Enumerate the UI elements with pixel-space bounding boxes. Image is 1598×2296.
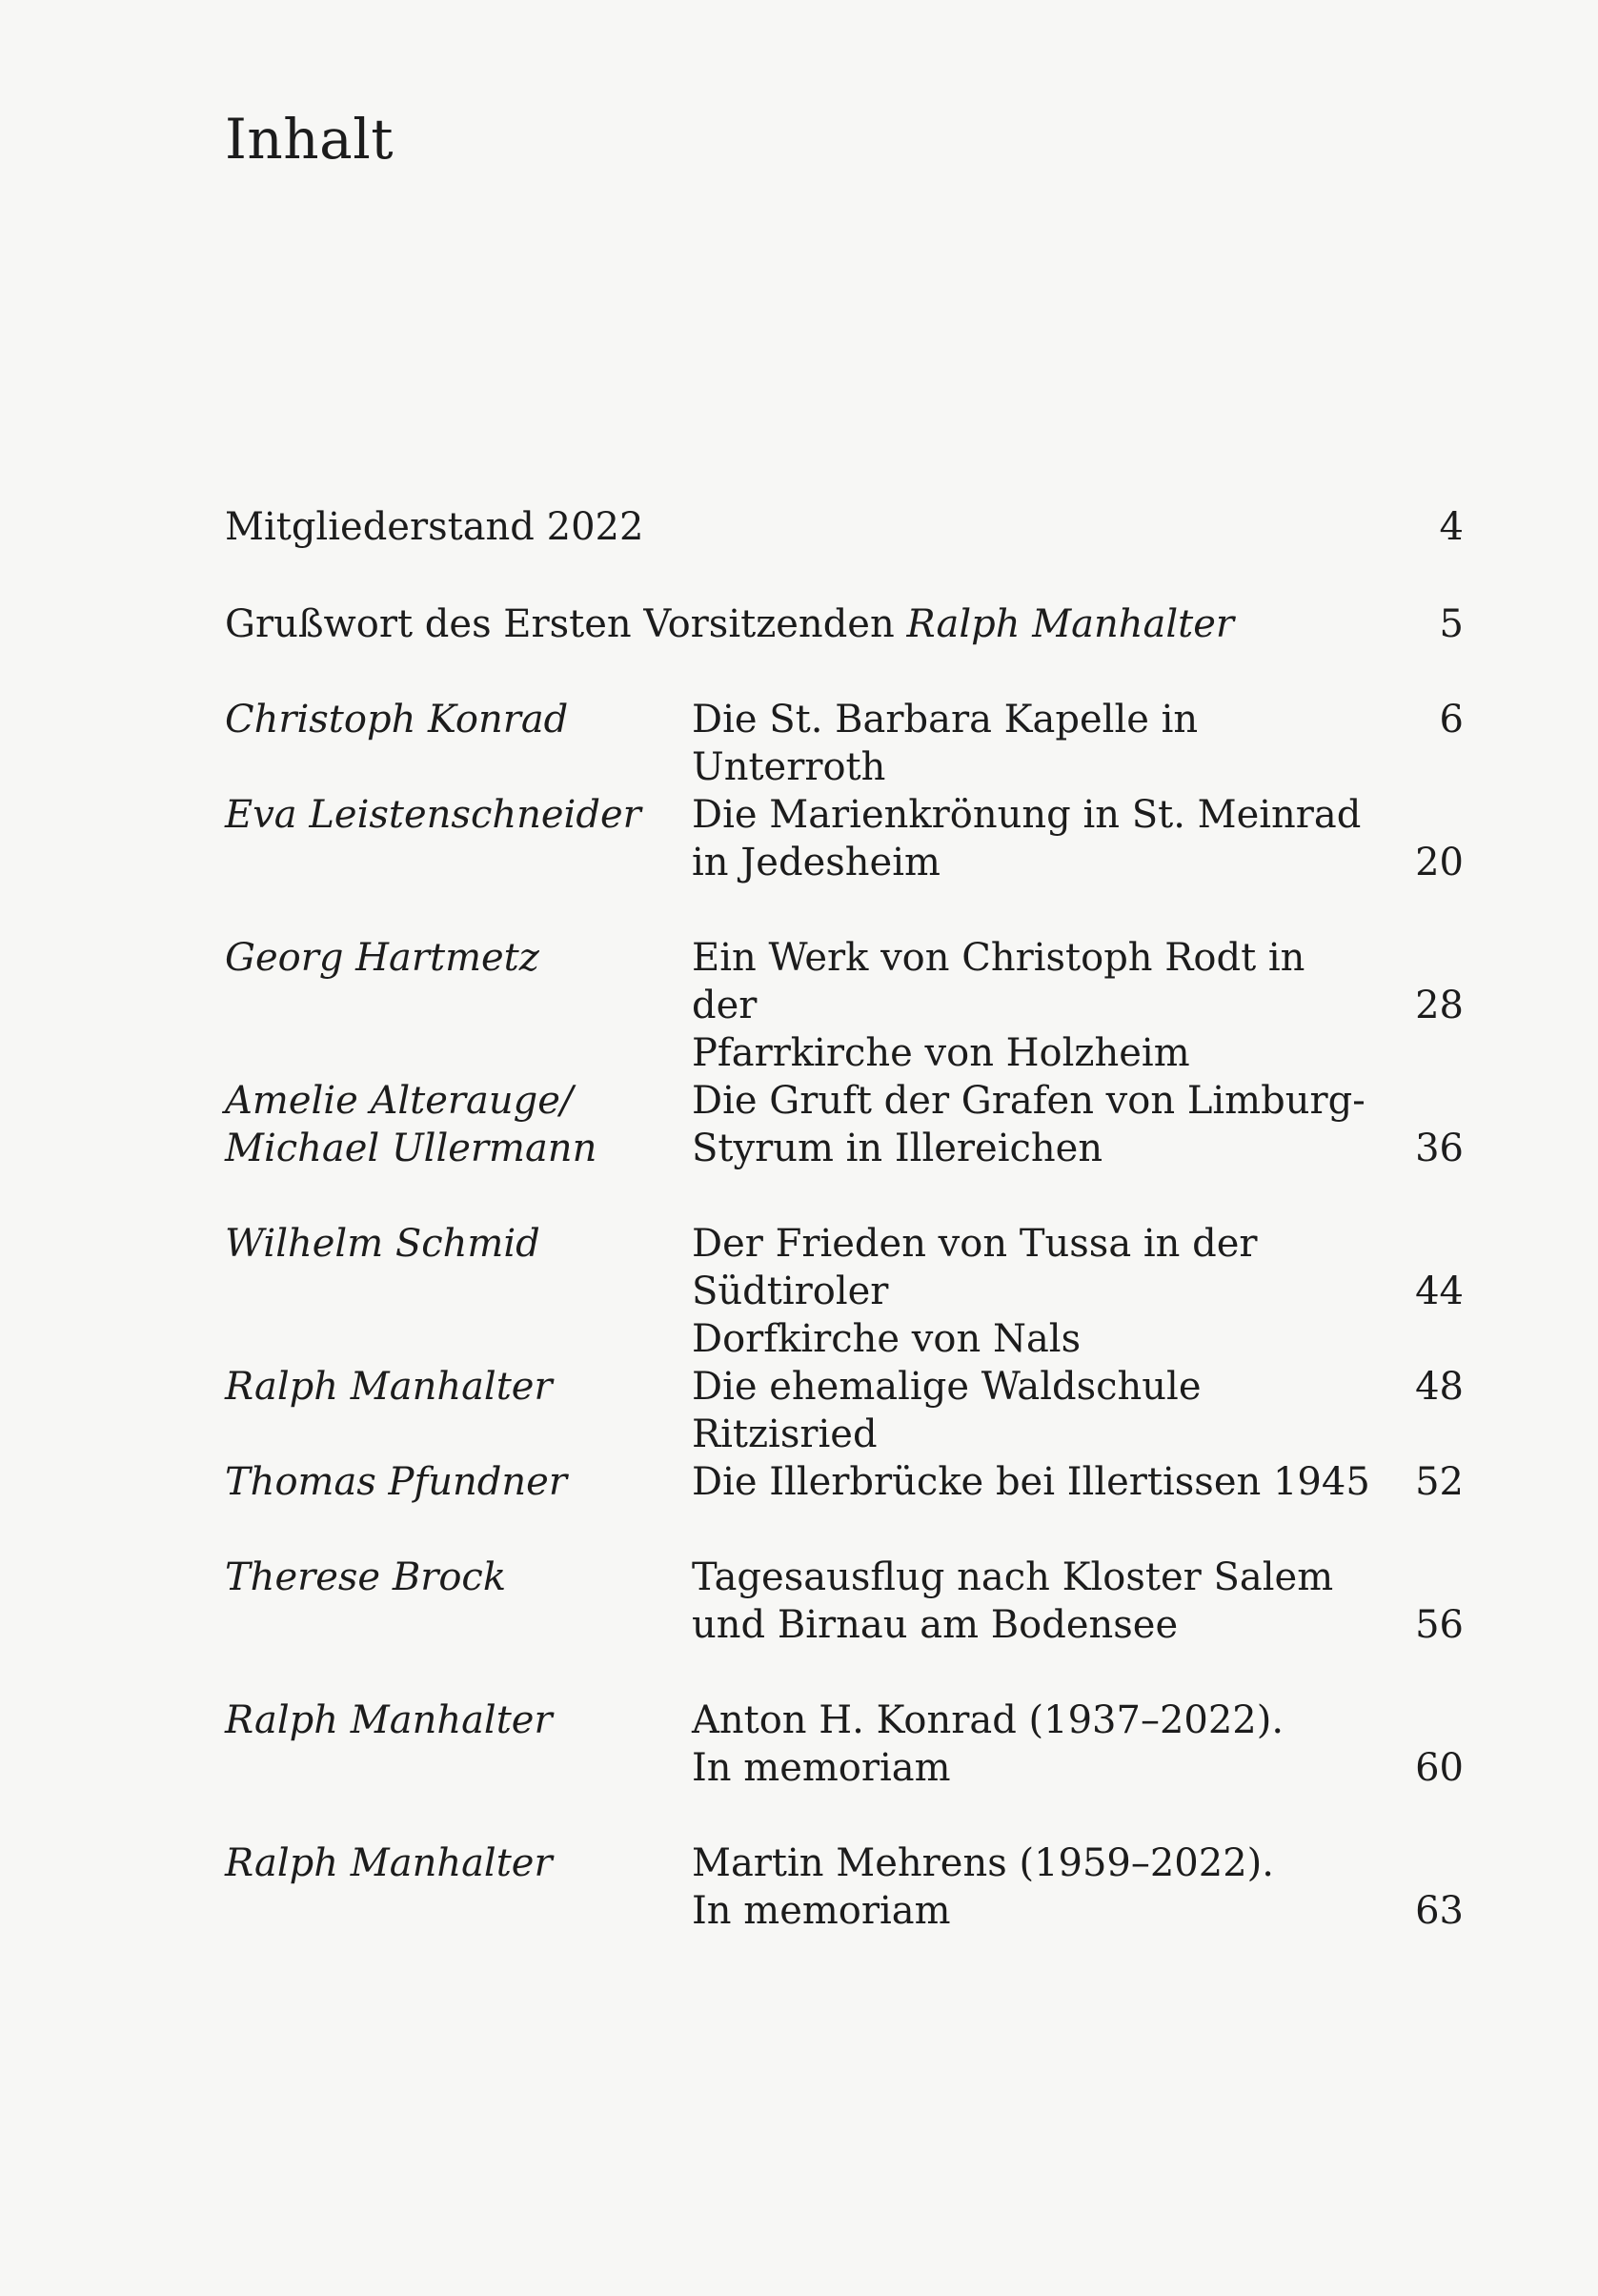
entry-title: Tagesausflug nach Kloster Salem und Birnau am Bodensee [692, 1555, 1334, 1647]
entry-page-number: 60 [1415, 1746, 1464, 1790]
entry-title: Ein Werk von Christoph Rodt in der Pfarrkirche von Holzheim [692, 936, 1305, 1075]
entry-author: Amelie Alterauge/ Michael Ullermann [225, 1079, 597, 1170]
entry-page-number: 20 [1415, 841, 1464, 884]
entry-title: Die ehemalige Waldschule Ritzisried [692, 1365, 1202, 1456]
entry-page-number: 6 [1439, 698, 1464, 742]
entry-author: Wilhelm Schmid [225, 1222, 540, 1266]
entry-title: Die St. Barbara Kapelle in Unterroth [692, 698, 1199, 789]
entry-author: Therese Brock [225, 1555, 507, 1599]
toc-entry [225, 1554, 1464, 1649]
entry-title: Die Gruft der Grafen von Limburg- Styrum in Illereichen [692, 1079, 1365, 1170]
entry-author: Ralph Manhalter [225, 1698, 553, 1742]
entry-page-number: 52 [1415, 1460, 1464, 1504]
toc-entry [225, 1220, 1464, 1361]
toc-entry [225, 1363, 1464, 1456]
entry-page-number: 5 [1439, 602, 1464, 646]
entry-author: Thomas Pfundner [225, 1460, 567, 1504]
entry-page-number: 63 [1415, 1889, 1464, 1933]
entry-title: Der Frieden von Tussa in der Südtiroler Dorfkirche von Nals [692, 1222, 1258, 1361]
entry-author: Ralph Manhalter [906, 602, 1235, 646]
toc-entry [225, 791, 1464, 886]
entry-title: Mitgliederstand 2022 [225, 505, 644, 549]
toc-entry-greeting [225, 600, 1464, 648]
entry-author: Christoph Konrad [225, 698, 569, 742]
toc-entry [225, 934, 1464, 1075]
entry-page-number: 48 [1415, 1365, 1464, 1409]
entry-title: Anton H. Konrad (1937–2022). In memoriam [692, 1698, 1284, 1790]
entry-page-number: 44 [1415, 1270, 1464, 1313]
entry-author: Ralph Manhalter [225, 1841, 553, 1885]
entry-title: Die Marienkrönung in St. Meinrad in Jedesheim [692, 793, 1362, 884]
entry-page-number: 28 [1415, 984, 1464, 1027]
entry-title: Martin Mehrens (1959–2022). In memoriam [692, 1841, 1274, 1933]
toc-entry [225, 1458, 1464, 1506]
entry-page-number: 56 [1415, 1603, 1464, 1647]
entry-author: Ralph Manhalter [225, 1365, 553, 1409]
entry-title: Grußwort des Ersten Vorsitzenden Ralph Manhalter [225, 602, 1235, 646]
toc-entry [225, 1839, 1464, 1935]
entry-title: Die Illerbrücke bei Illertissen 1945 [692, 1460, 1370, 1504]
entry-author: Eva Leistenschneider [225, 793, 641, 837]
entry-page-number: 36 [1415, 1127, 1464, 1170]
toc-entry [225, 696, 1464, 789]
toc-entry-membership [225, 503, 1464, 551]
entry-page-number: 4 [1439, 505, 1464, 549]
page-title: Inhalt [225, 107, 394, 172]
entry-author: Georg Hartmetz [225, 936, 539, 980]
toc-entry [225, 1077, 1464, 1172]
toc-entry [225, 1697, 1464, 1792]
